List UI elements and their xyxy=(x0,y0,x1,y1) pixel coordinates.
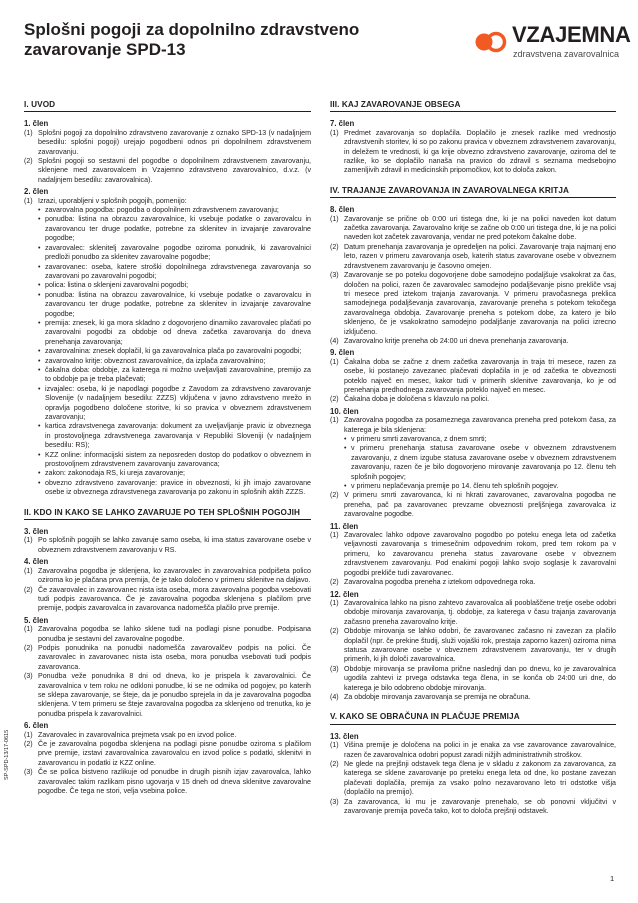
paragraph: (4) Za obdobje mirovanja zavarovanja se premija ne obračuna. xyxy=(330,692,531,701)
article-heading: 8. člen xyxy=(330,205,355,215)
page-number: 1 xyxy=(610,874,615,883)
list-item: • ponudba: listina na obrazcu zavarovalnice, ki vsebuje podatke o zavarovalcu in zavarovancu ter druge podatke, potrebne za sklenitev in izvajanje zavarovalne pogodbe; xyxy=(38,291,311,319)
vzajemna-logo-icon xyxy=(470,22,510,62)
paragraph: (1) Zavarovanje se prične ob 0:00 uri tistega dne, ki je na polici naveden kot datum začetka zavarovanja. Zavarovalno kritje se začne ob 0:00 uri tistega dne, ki je na polici naveden kot začetek zavarovanja, vendar ne pred potekom čakalne dobe. xyxy=(330,214,616,242)
list-item: • kartica zdravstvenega zavarovanja: dokument za uveljavljanje pravic iz obveznega in prostovoljnega zdravstvenega zavarovanja v Republiki Sloveniji (v nadaljnjem besedilu: RS); xyxy=(38,422,311,450)
paragraph: (2) Če je zavarovalna pogodba sklenjena na podlagi pisne ponudbe oziroma s plačilom prve premije, izstavi zavarovalnica zavarovalcu en izvod police s podatki, sklenitvi in zavarovancu in podatki iz KZZ online. xyxy=(24,740,311,767)
paragraph: (2) Zavarovalna pogodba preneha z iztekom odpovednega roka. xyxy=(330,578,536,587)
document-title: Splošni pogoji za dopolnilno zdravstveno zavarovanje SPD-13 xyxy=(24,20,360,59)
paragraph: (3) Ponudba veže ponudnika 8 dni od dneva, ko je prispela k zavarovalnici. Če zavarovalnica v tem roku ne odkloni ponudbe, ki se ne odmika od pogojev, po katerih se sklepa zavarovanje, se šteje, da je ponudbo sprejela in da je zavarovalna pogodba sklenjena. V tem primeru se šteje zavarovalna pogodba za sklenjeno od trenutka, ko je ponudba prispela k zavarovalnici. xyxy=(24,672,311,718)
list-item: • izvajalec: oseba, ki je napodlagi pogodbe z Zavodom za zdravstveno zavarovanje Slovenije (v nadaljnjem besedilu: ZZZS) vključena v javno zdravstveno mrežo in opravlja pogodbeno določene storitve, ki so pravica v obveznem zdravstvenem zavarovanju; xyxy=(38,385,311,423)
paragraph: (1) Višina premije je določena na polici in je enaka za vse zavarovance zavarovalnice, razen če zavarovalnica odobri popust zaradi nižjih administrativnih stroškov. xyxy=(330,741,616,759)
article-heading: 10. člen xyxy=(330,406,359,416)
list-item: • KZZ online: informacijski sistem za neposreden dostop do podatkov o obveznem in prostovoljnem zdravstvenem zavarovanju zavarovanca; xyxy=(38,451,311,470)
list-item: • v primeru smrti zavarovanca, z dnem smrti; xyxy=(344,435,616,444)
paragraph: (3) Če se polica bistveno razlikuje od ponudbe in drugih pisnih izjav zavarovalca, lahko zavarovalec takim razlikam pisno ugovarja v 15 dneh od dneva sklenitve zavarovalne pogodbe. Če tega ne stori, velja vsebina police. xyxy=(24,768,311,796)
list-item: • v primeru neplačevanja premije po 14. členu teh splošnih pogojev. xyxy=(344,482,616,491)
article-heading: 11. člen xyxy=(330,521,359,531)
paragraph: (1) Zavarovalna pogodba za posameznega zavarovanca preneha pred potekom časa, za katerega je bila sklenjena: xyxy=(330,416,616,434)
article-heading: 13. člen xyxy=(330,731,359,741)
article-heading: 4. člen xyxy=(24,557,49,567)
paragraph: (1) Zavarovalec in zavarovalnica prejmeta vsak po en izvod police. xyxy=(24,730,237,739)
paragraph: (2) Podpis ponudnika na ponudbi nadomešča zavarovalčev podpis na polici. Če zavarovalec in zavarovanec nista ista oseba, mora ponudba vsebovati tudi podpis zavarovanca. xyxy=(24,643,311,671)
paragraph: (1) Zavarovalnica lahko na pisno zahtevo zavarovalca ali pooblaščene tretje osebe odobri obdobje mirovanja zavarovanja, tj. obdobje, za katerega v času trajanja zavarovanja začasno preneha zavarovalno kritje. xyxy=(330,598,616,626)
section-heading: III. KAJ ZAVAROVANJE OBSEGA xyxy=(330,100,616,112)
section-heading: II. KDO IN KAKO SE LAHKO ZAVARUJE PO TEH SPLOŠNIH POGOJIH xyxy=(24,508,311,520)
article-heading: 1. člen xyxy=(24,119,49,129)
paragraph: (1) Po splošnih pogojih se lahko zavaruje samo oseba, ki ima status zavarovane osebe v obveznem zdravstvenem zavarovanju v RS. xyxy=(24,536,311,554)
paragraph: (1) Zavarovalna pogodba se lahko sklene tudi na podlagi pisne ponudbe. Podpisana ponudba je sestavni del zavarovalne pogodbe. xyxy=(24,625,311,643)
paragraph: (2) Splošni pogoji so sestavni del pogodbe o dopolnilnem zdravstvenem zavarovanju, sklenjene med zavarovalcem in Vzajemno zdravstveno zavarovalnico, d.v.z. (v nadaljnjem besedilu: zavarovalnica). xyxy=(24,157,311,184)
paragraph: (1) Čakalna doba se začne z dnem začetka zavarovanja in traja tri mesece, razen za osebe, ki postanejo zavezanec plačevati doplačila in je od začetka te obveznosti poteklo največ en mesec, kakor tudi v primerih sklenitve zavarovanja, ko je od prenehanja predhodnega zavarovanja poteklo največ en mesec. xyxy=(330,357,616,394)
section-heading: I. UVOD xyxy=(24,100,311,112)
definitions-list xyxy=(24,206,311,498)
paragraph: (2) Če zavarovalec in zavarovanec nista ista oseba, mora zavarovalna pogodba vsebovati tudi podpis zavarovanca. Če je zavarovalna pogodba sklenjena s plačilom prve premije, podpis zavarovalca in zavarovanca nadomešča plačilo prve premije. xyxy=(24,585,311,613)
paragraph: (1) Splošni pogoji za dopolnilno zdravstveno zavarovanje z oznako SPD-13 (v nadaljnjem besedilu: splošni pogoji) urejajo pogodbeni odnos pri dopolnilnem zdravstvenem zavarovanju. xyxy=(24,128,311,156)
list-item: • v primeru prenehanja statusa zavarovane osebe v obveznem zdravstvenem zavarovanju, z dnem izgube statusa zavarovane osebe v obveznem zdravstvenem zavarovanju, razen če je bilo dogovorjeno mirovanje zavarovanja po 12. členu teh splošnih pogojev; xyxy=(344,444,616,482)
brand-name: VZAJEMNA xyxy=(512,22,631,47)
section-heading: IV. TRAJANJE ZAVAROVANJA IN ZAVAROVALNEGA KRITJA xyxy=(330,186,616,198)
list-item: • premija: znesek, ki ga mora skladno z dogovorjeno dinamiko zavarovalec plačati po zavarovalni pogodbi za obdobje od dneva začetka zavarovanja do dneva prenehanja zavarovanja; xyxy=(38,319,311,347)
list-item: • zakon: zakonodaja RS, ki ureja zavarovanje; xyxy=(38,469,311,478)
list-item: • čakalna doba: obdobje, za katerega ni možno uveljavljati zavarovalnine, premijo za to obdobje pa je treba plačevati; xyxy=(38,366,311,385)
article-heading: 5. člen xyxy=(24,615,49,625)
paragraph: (2) Čakalna doba je določena s klavzulo na polici. xyxy=(330,395,490,404)
paragraph: (3) Obdobje mirovanja se praviloma prične naslednji dan po dnevu, ko je zavarovalnica ugodila zahtevi iz prvega odstavka tega člena, in se konča ob 24:00 uri dne, do katerega je bilo odobreno obdobje mirovanja. xyxy=(330,664,616,692)
paragraph: (1) Zavarovalna pogodba je sklenjena, ko zavarovalec in zavarovalnica podpišeta polico oziroma ko je plačana prva premija, če je tako določeno v primeru sklenitve na daljavo. xyxy=(24,566,311,585)
document-code: SP-SPD-13/17-0615 xyxy=(4,729,10,780)
list-item: • zavarovalnina: znesek doplačil, ki ga zavarovalnica plača po zavarovalni pogodbi; xyxy=(38,347,311,356)
paragraph: (1) Zavarovalec lahko odpove zavarovalno pogodbo po poteku enega leta od začetka veljavnosti zavarovanja s trimesečnim odpovednim rokom, pred tem rokom pa v primeru, ko zavarovancu preneha status zavarovane osebe v obveznem zdravstvenem zavarovanju. Pod enakimi pogoji lahko svojo soglasje k zavarovalni pogodbi prekliče tudi zavarovanec. xyxy=(330,531,616,577)
termination-list xyxy=(330,435,616,491)
article-heading: 6. člen xyxy=(24,721,49,731)
paragraph: (2) V primeru smrti zavarovanca, ki ni hkrati zavarovanec, zavarovalna pogodba ne preneha, pač pa zavarovanec prevzame obveznosti preljšnjega zavarovalca iz zavarovalne pogodbe. xyxy=(330,491,616,519)
paragraph: (2) Ne glede na prejšnji odstavek tega člena je v skladu z zakonom za zavarovanca, za katerega se sklene zavarovanje po preteku enega leta od dne, ko postane zavezan plačevati doplačila, premija za vsako polno nezavarovano leto tri odstotke višja (doplačilo na premijo). xyxy=(330,760,616,797)
list-item: • zavarovanec: oseba, katere stroški dopolnilnega zdravstvenega zavarovanja so zavarovani po zavarovalni pogodbi; xyxy=(38,263,311,282)
article-heading: 7. člen xyxy=(330,119,355,129)
list-item: • zavarovalno kritje: obveznost zavarovalnice, da izplača zavarovalnino; xyxy=(38,357,311,366)
paragraph: (3) Zavarovanje se po poteku dogovorjene dobe samodejno podaljšuje vsakokrat za čas, določen na polici, razen če zavarovalec samodejno podaljševanje pisno prekliče vsaj tri mesece pred iztekom trajanja zavarovanja. V primeru pravočasnega preklica samodejnega podaljševanja zavarovanja, zavarovanje preneha s potekom tekočega zavarovalnega obdobja. Zavarovanje preneha s potekom dobe, za katero je bilo sklenjeno, če je vsakokratno samodejno podaljšanje zavarovanja na polici izrecno izključeno. xyxy=(330,271,616,336)
article-heading: 9. člen xyxy=(330,348,355,358)
paragraph: (3) Za zavarovanca, ki mu je zavarovanje prenehalo, se ob ponovni vključitvi v zavarovanje premija poveča tako, kot to določa prejšnji odstavek. xyxy=(330,797,616,816)
article-heading: 2. člen xyxy=(24,187,49,197)
paragraph: (1) Predmet zavarovanja so doplačila. Doplačilo je znesek razlike med vrednostjo zdravstvenih storitev, ki so po zakonu pravica v obveznem zdravstvenem zavarovanju, in deležem te vrednosti, ki ga krije obvezno zdravstveno zavarovanje, oziroma del te razlike, ko se doplačilo nanaša na pravico do zdravil s seznama medsebojno zamenljivih zdravil in medicinskih pripomočkov, kot to določa zakon. xyxy=(330,128,616,175)
left-column xyxy=(24,100,311,796)
paragraph: (4) Zavarovalno kritje preneha ob 24:00 uri dneva prenehanja zavarovanja. xyxy=(330,336,569,345)
list-item: • obvezno zdravstveno zavarovanje: pravice in obveznosti, ki jih imajo zavarovane osebe iz obveznega zdravstvenega zavarovanja po zakonu in splošnih aktih ZZZS. xyxy=(38,479,311,498)
section-heading: V. KAKO SE OBRAČUNA IN PLAČUJE PREMIJA xyxy=(330,712,616,724)
article-heading: 3. člen xyxy=(24,527,49,537)
paragraph: (2) Obdobje mirovanja se lahko odobri, če zavarovanec začasno ni zavezan za plačilo doplačil (npr. če prekine študij, služi vojaški rok, prestaja zaporno kazen) oziroma nima statusa zavarovane osebe v obveznem zdravstvenem zavarovanju, ter v drugih primerih, ki jih določi zavarovalnica. xyxy=(330,627,616,664)
list-item: • polica: listina o sklenjeni zavarovalni pogodbi; xyxy=(38,281,311,290)
list-item: • zavarovalna pogodba: pogodba o dopolnilnem zdravstvenem zavarovanju; xyxy=(38,206,311,215)
brand-subtitle: zdravstvena zavarovalnica xyxy=(513,49,620,59)
paragraph: (1) Izrazi, uporabljeni v splošnih pogojih, pomenijo: xyxy=(24,196,187,205)
article-heading: 12. člen xyxy=(330,589,359,599)
paragraph: (2) Datum prenehanja zavarovanja je opredeljen na polici. Zavarovanje traja najmanj eno leto, razen v primeru zavarovanja oseb, katerih status zavarovane osebe v obveznem zdravstvenem zavarovanju je časovno omejen. xyxy=(330,242,616,270)
list-item: • zavarovalec: sklenitelj zavarovalne pogodbe oziroma ponudnik, ki zavarovalnici predloži ponudbo za sklenitev zavarovalne pogodbe; xyxy=(38,244,311,263)
list-item: • ponudba: listina na obrazcu zavarovalnice, ki vsebuje podatke o zavarovalcu in zavarovancu ter druge podatke, potrebne za sklenitev in izvajanje zavarovalne pogodbe; xyxy=(38,215,311,243)
right-column xyxy=(330,100,616,816)
